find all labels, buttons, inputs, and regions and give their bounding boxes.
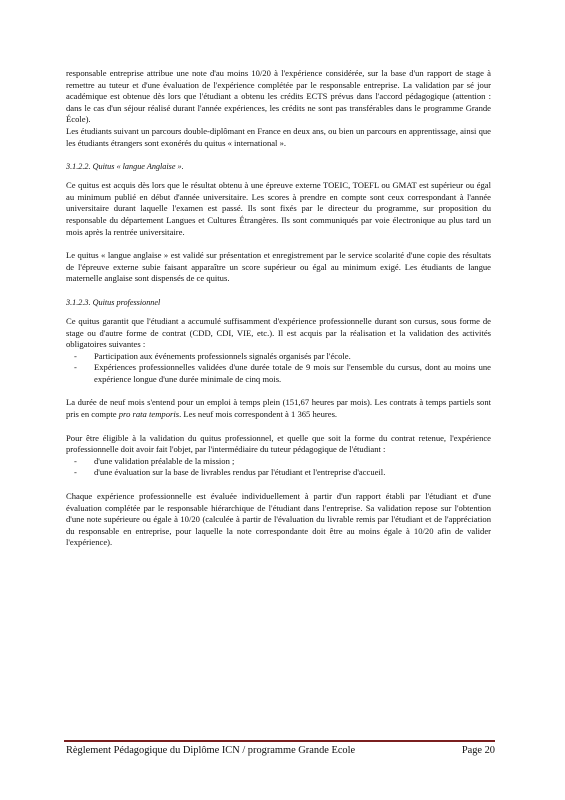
footer-title: Règlement Pédagogique du Diplôme ICN / programme Grande Ecole <box>66 745 356 756</box>
intro-paragraph-2: Les étudiants suivant un parcours double-diplômant en France en deux ans, ou bien un parcours en apprentissage, ainsi que les étudiants étrangers sont exonérés du quitus « international ». <box>66 125 491 148</box>
pro-rata-text: pro rata temporis <box>118 409 180 420</box>
duration-text-end: . Les neuf mois correspondent à 1 365 heures. <box>179 409 338 420</box>
pro-paragraph-4: Chaque expérience professionnelle est évaluée individuellement à partir d'un rapport établi par l'étudiant et d'une évaluation complétée par le responsable hiérarchique de l'étudiant dans l'entreprise. Sa validation repose sur l'obtention d'une note supérieure ou égale à 10/20 (calculée à partir de l'évaluation du livrable remis par l'étudiant et de l'appréciation du responsable en entreprise, pour laquelle la note correspondante doit être au moins égale à 10/20 afin de valider l'expérience). <box>66 491 491 548</box>
list-item: - d'une évaluation sur la base de livrables rendus par l'étudiant et l'entreprise d'accueil. <box>66 467 491 479</box>
list-item: - Participation aux événements professionnels signalés organisés par l'école. <box>66 351 491 363</box>
intro-paragraph-1: responsable entreprise attribue une note d'au moins 10/20 à l'expérience considérée, sur la base d'un rapport de stage à remettre au tuteur et d'une évaluation de l'expérience complétée par le responsable entreprise. La validation par sé jour académique est obtenue dès lors que l'étudiant a obtenu les crédits ECTS prévus dans l'accord pédagogique (attention : dans le cas d'un séjour réalisé durant l'année expériences, les crédits ne sont pas transférables dans le programme Grande École). <box>66 68 491 125</box>
pro-paragraph-3: Pour être éligible à la validation du quitus professionnel, et quelle que soit la forme du contrat retenue, l'expérience professionnelle doit avoir fait l'objet, par l'intermédiaire du tuteur pédagogique de l'étudiant : <box>66 432 491 455</box>
activities-list <box>66 351 491 386</box>
list-item: - d'une validation préalable de la mission ; <box>66 456 491 468</box>
section-heading-langue: 3.1.2.2. Quitus « langue Anglaise ». <box>66 162 184 172</box>
section-heading-professionnel: 3.1.2.3. Quitus professionnel <box>66 297 161 307</box>
requirements-list <box>66 456 491 479</box>
document-body <box>66 68 491 549</box>
pro-paragraph-1: Ce quitus garantit que l'étudiant a accumulé suffisamment d'expérience professionnelle durant son cursus, sous forme de stage ou d'autre forme de contrat (CDD, CDI, VIE, etc.). Il est acquis par la réalisation et la validation des activités obligatoires suivantes : <box>66 315 491 350</box>
langue-paragraph-2: Le quitus « langue anglaise » est validé sur présentation et enregistrement par le service scolarité d'une copie des résultats de l'épreuve externe subie faisant apparaître un score supérieur ou égal au minimum exigé. Les étudiants de langue maternelle anglaise sont dispensés de ce quitus. <box>66 250 491 284</box>
footer-rule <box>64 740 495 742</box>
langue-paragraph-1: Ce quitus est acquis dès lors que le résultat obtenu à une épreuve externe TOEIC, TOEFL ou GMAT est supérieur ou égal au minimum publié en début d'année universitaire. Les scores à prendre en compte sont ceux correspondant à l'année universitaire durant laquelle l'examen est passé. Ils sont fixés par le directeur du programme, sur proposition du responsable du département Langues et Cultures Étrangères. Ils sont communiqués par voie électronique au plus tard un mois après la rentrée universitaire. <box>66 180 491 237</box>
page-footer <box>66 745 495 756</box>
page-number: Page 20 <box>461 745 495 756</box>
list-item: - Expériences professionnelles validées d'une durée totale de 9 mois sur l'ensemble du cursus, dont au moins une expérience longue d'une durée minimale de cinq mois. <box>66 362 491 385</box>
pro-paragraph-2 <box>66 397 491 420</box>
duration-text: La durée de neuf mois s'entend pour un emploi à temps plein (151,67 heures par mois). Les contrats à temps partiels sont pris en compte <box>66 397 491 420</box>
